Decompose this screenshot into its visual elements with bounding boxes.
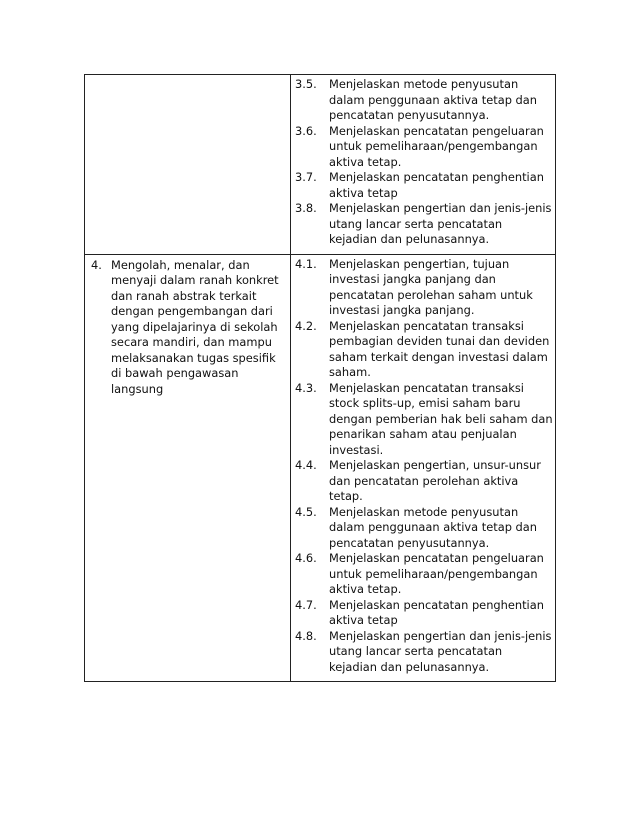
item-number: 4.5.: [295, 504, 317, 519]
basic-competency-cell: [291, 75, 556, 255]
basic-competency-list: [291, 75, 555, 254]
item-number: 3.7.: [295, 170, 317, 184]
item-text: Menjelaskan pencatatan transaksi pembagian deviden tunai dan deviden saham terkait dengan investasi dalam saham.: [329, 318, 550, 379]
table-row: [85, 254, 556, 682]
list-item: [295, 124, 553, 171]
item-number: 4.8.: [295, 628, 317, 643]
list-item: [295, 201, 553, 248]
item-number: 4.1.: [295, 256, 317, 271]
item-text: Menjelaskan pengertian dan jenis-jenis utang lancar serta pencatatan kejadian dan pelunasannya.: [329, 628, 552, 674]
list-item: [295, 458, 553, 505]
basic-competency-cell: [291, 254, 556, 682]
item-text: Menjelaskan pencatatan penghentian aktiva tetap: [329, 597, 544, 627]
item-text: Menjelaskan pengertian, tujuan investasi jangka panjang dan pencatatan perolehan saham untuk investasi jangka panjang.: [329, 256, 533, 317]
item-text: Menjelaskan pengertian, unsur-unsur dan pencatatan perolehan aktiva tetap.: [329, 458, 541, 503]
item-number: 4.7.: [295, 597, 317, 612]
item-text: Menjelaskan metode penyusutan dalam penggunaan aktiva tetap dan pencatatan penyusutannya.: [329, 77, 537, 122]
list-item: [295, 257, 553, 319]
list-item: [295, 551, 553, 598]
core-competency-cell: [85, 254, 291, 682]
list-item: [295, 170, 553, 201]
item-text: Menjelaskan pencatatan transaksi stock splits-up, emisi saham baru dengan pemberian hak beli saham dan penarikan saham atau penjualan investasi.: [329, 380, 553, 457]
basic-competency-list: [291, 255, 555, 682]
item-number: 3.6.: [295, 123, 317, 138]
core-competency-number: 4.: [91, 257, 102, 272]
item-text: Menjelaskan pencatatan pengeluaran untuk pemeliharaan/pengembangan aktiva tetap.: [329, 551, 544, 596]
item-number: 4.6.: [295, 551, 317, 565]
item-text: Menjelaskan pengertian dan jenis-jenis utang lancar serta pencatatan kejadian dan pelunasannya.: [329, 201, 552, 246]
item-text: Menjelaskan pencatatan penghentian aktiva tetap: [329, 170, 544, 200]
list-item: [295, 505, 553, 552]
item-number: 3.8.: [295, 201, 317, 215]
core-competency-item: [85, 255, 290, 402]
list-item: [295, 598, 553, 629]
list-item: [295, 319, 553, 381]
core-competency-text: Mengolah, menalar, dan menyaji dalam ranah konkret dan ranah abstrak terkait dengan pengembangan dari yang dipelajarinya di sekolah secara mandiri, dan mampu melaksanakan tugas spesifik di bawah pengawasan langsung: [111, 257, 279, 396]
item-text: Menjelaskan metode penyusutan dalam penggunaan aktiva tetap dan pencatatan penyusutannya.: [329, 504, 537, 550]
list-item: [295, 381, 553, 459]
table-row: [85, 75, 556, 255]
item-number: 4.2.: [295, 318, 317, 333]
item-number: 3.5.: [295, 77, 317, 91]
core-competency-cell: [85, 75, 291, 255]
competency-table: [84, 74, 556, 682]
list-item: [295, 629, 553, 676]
item-number: 4.3.: [295, 380, 317, 395]
item-text: Menjelaskan pencatatan pengeluaran untuk pemeliharaan/pengembangan aktiva tetap.: [329, 123, 544, 169]
list-item: [295, 77, 553, 124]
item-number: 4.4.: [295, 458, 317, 472]
